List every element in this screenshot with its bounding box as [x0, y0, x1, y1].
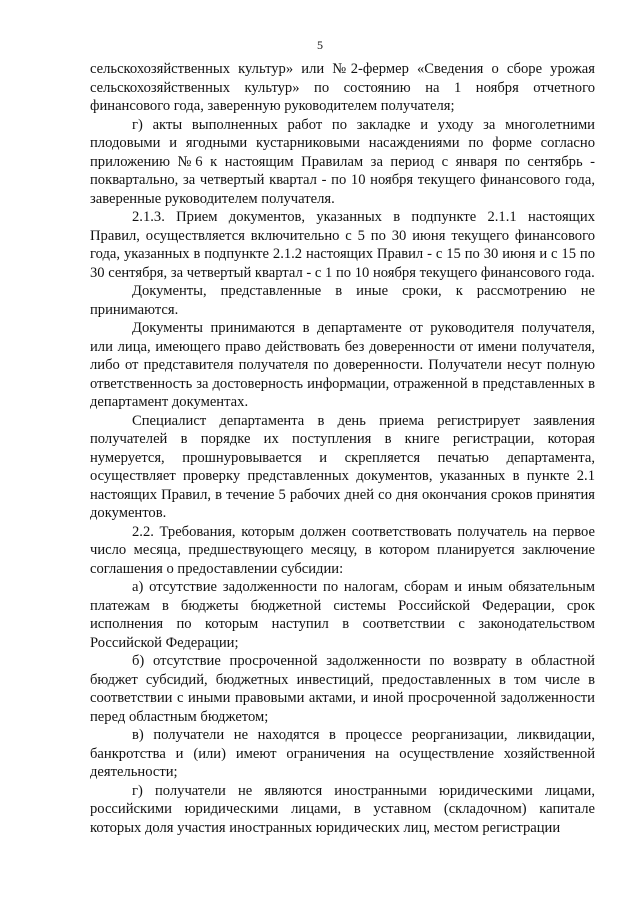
document-body	[90, 60, 595, 837]
paragraph-2-2-requirements: 2.2. Требования, которым должен соответствовать получатель на первое число месяца, предшествующего месяцу, в котором планируется заключение соглашения о предоставлении субсидии:	[90, 523, 595, 577]
paragraph-item-b-no-overdue-debt: б) отсутствие просроченной задолженности по возврату в областной бюджет субсидий, бюджетных инвестиций, предоставленных в том числе в соответствии с иными правовыми актами, и иной просроченной задолженности перед областным бюджетом;	[90, 653, 595, 725]
paragraph-2-1-3: 2.1.3. Прием документов, указанных в подпункте 2.1.1 настоящих Правил, осуществляется включительно с 5 по 30 июня текущего финансового года, указанных в подпункте 2.1.2 настоящих Правил - с 15 по 30 июня и с 15 по 30 сентября, за четвертый квартал - с 1 по 10 ноября текущего финансового года.	[90, 209, 595, 281]
paragraph-item-g-acts: г) акты выполненных работ по закладке и уходу за многолетними плодовыми и ягодными кустарниковыми насаждениями по форме согласно приложению №6 к настоящим Правилам за период с января по сентябрь - поквартально, за четвертый квартал - по 10 ноября текущего финансового года, заверенные руководителем получателя.	[90, 116, 595, 207]
paragraph-item-a-no-tax-debt: а) отсутствие задолженности по налогам, сборам и иным обязательным платежам в бюджеты бюджетной системы Российской Федерации, срок исполнения по которым наступил в соответствии с законодательством Российской Федерации;	[90, 579, 595, 651]
paragraph-item-v-not-reorganizing: в) получатели не находятся в процессе реорганизации, ликвидации, банкротства и (или) имеют ограничения на осуществление хозяйственной деятельности;	[90, 727, 595, 780]
paragraph-continuation: сельскохозяйственных культур» или №2-фермер «Сведения о сборе урожая сельскохозяйственных культур» по состоянию на 1 ноября отчетного финансового года, заверенную руководителем получателя;	[90, 61, 595, 114]
paragraph-item-g-not-foreign: г) получатели не являются иностранными юридическими лицами, российскими юридическими лицами, в уставном (складочном) капитале которых доля участия иностранных юридических лиц, местом регистрации	[90, 782, 595, 836]
paragraph-specialist-registration: Специалист департамента в день приема регистрирует заявления получателей в порядке их поступления в книге регистрации, которая нумеруется, прошнуровывается и скрепляется печатью департамента, осуществляет проверку представленных документов, указанных в пункте 2.1 настоящих Правил, в течение 5 рабочих дней со дня окончания сроков принятия документов.	[90, 412, 595, 521]
page-number: 5	[317, 38, 323, 52]
paragraph-late-documents: Документы, представленные в иные сроки, к рассмотрению не принимаются.	[90, 283, 595, 318]
paragraph-documents-accepted: Документы принимаются в департаменте от руководителя получателя, или лица, имеющего право действовать без доверенности от имени получателя, либо от представителя получателя по доверенности. Получатели несут полную ответственность за достоверность информации, отраженной в представленных в департамент документах.	[90, 320, 595, 410]
